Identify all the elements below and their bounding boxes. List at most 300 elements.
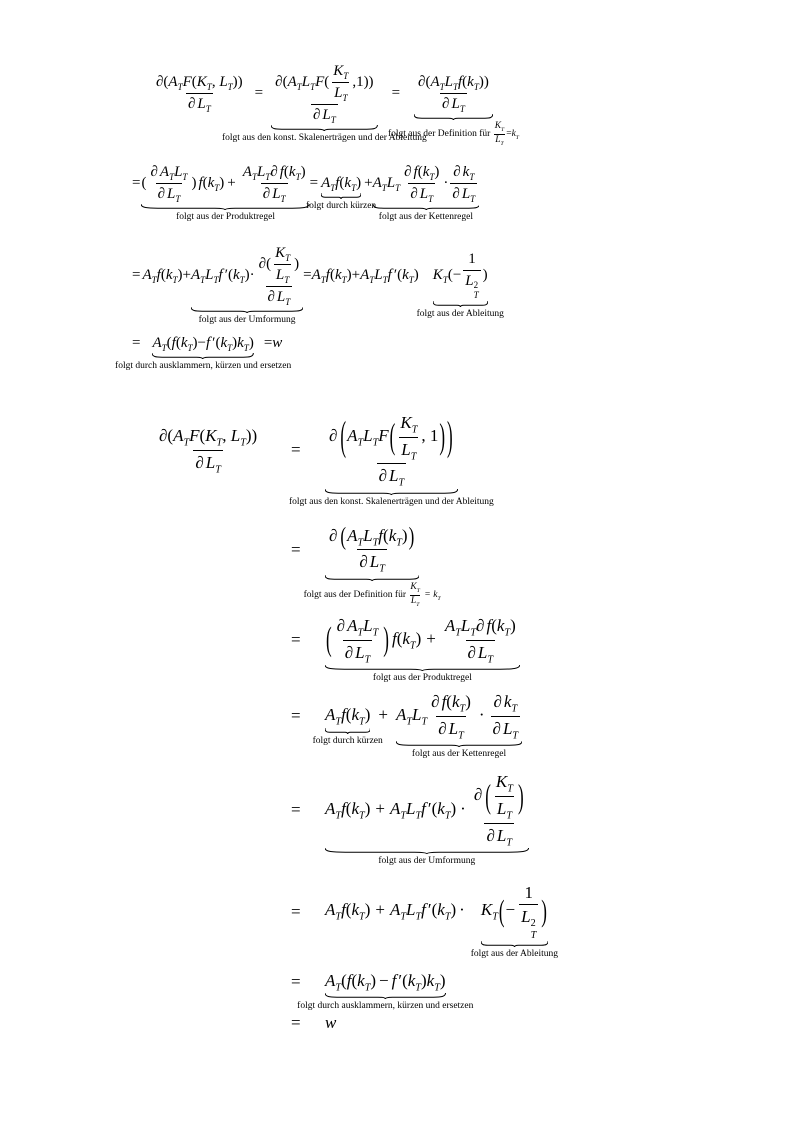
- math-fraction: [409, 582, 421, 608]
- math-text: )): [245, 426, 258, 446]
- math-text: folgt aus der Kettenregel: [378, 212, 473, 222]
- math-var: k: [462, 164, 470, 180]
- underbrace-glyph: [325, 848, 529, 854]
- big-bracket: ): [541, 893, 547, 928]
- math-var: L: [272, 186, 281, 202]
- math-var: ∂: [418, 74, 426, 90]
- underbrace-glyph: [325, 993, 446, 999]
- math-var: L: [363, 426, 373, 445]
- equation-row: [155, 970, 548, 1012]
- math-var: L: [460, 615, 471, 635]
- math-text: ): [465, 692, 471, 712]
- math-subscript: T: [410, 450, 417, 462]
- math-subscript: T: [400, 810, 407, 822]
- math-text: ,: [222, 426, 231, 446]
- math-subscript: T: [416, 587, 420, 594]
- math-var: L: [301, 73, 311, 90]
- math-text: =: [303, 266, 312, 283]
- equation-row: [155, 522, 548, 608]
- math-text: (: [345, 705, 352, 725]
- math-text: (: [266, 255, 272, 272]
- math-text: ): [364, 705, 371, 725]
- math-var: ∂: [442, 96, 450, 112]
- math-var: k: [388, 525, 397, 545]
- math-subscript: T: [364, 982, 371, 994]
- math-subscript: T: [439, 82, 445, 92]
- math-row: [493, 692, 518, 715]
- math-row: [486, 825, 512, 848]
- math-var: K: [400, 413, 412, 432]
- math-row: [158, 186, 181, 202]
- math-text: =: [132, 174, 141, 191]
- math-var: f: [198, 174, 203, 191]
- math-var: k: [344, 174, 352, 191]
- math-var: k: [220, 335, 228, 351]
- math-row: [199, 315, 296, 325]
- math-text: =: [424, 590, 431, 601]
- math-var: k: [422, 164, 430, 180]
- math-var: L: [496, 798, 507, 818]
- math-subscript: T: [470, 194, 476, 204]
- math-subscript: T: [408, 274, 414, 285]
- math-var: A: [389, 798, 401, 818]
- math-subscript: T: [227, 343, 233, 353]
- math-var: f: [441, 692, 447, 712]
- math-text: ′: [224, 266, 228, 283]
- underbrace-label: [373, 672, 472, 684]
- math-var: L: [256, 164, 266, 180]
- math-subscript: T: [343, 71, 349, 81]
- math-row: [325, 772, 529, 848]
- math-var: A: [311, 266, 321, 283]
- math-var: L: [521, 907, 531, 927]
- math-text: folgt durch kürzen: [306, 200, 377, 211]
- big-bracket: ): [439, 416, 446, 457]
- math-row: [325, 1013, 336, 1032]
- math-row: [432, 250, 488, 301]
- math-var: L: [205, 266, 214, 283]
- math-subscript: T: [415, 982, 421, 994]
- math-fraction: [443, 615, 518, 665]
- math-var: k: [232, 266, 240, 283]
- math-spacer: [485, 719, 489, 720]
- math-var: L: [334, 85, 343, 101]
- math-underbrace: [325, 771, 529, 867]
- math-subscript: T: [411, 424, 418, 436]
- math-text: −: [505, 900, 516, 920]
- math-var: A: [347, 426, 358, 445]
- math-subscript: T: [341, 274, 347, 285]
- math-var: ∂: [486, 825, 495, 845]
- math-text: folgt aus der Umformung: [198, 315, 296, 325]
- math-row: [336, 615, 379, 639]
- math-row: [325, 615, 520, 684]
- math-row: [411, 596, 419, 606]
- math-var: A: [347, 525, 358, 545]
- math-subscript: T: [437, 596, 441, 603]
- math-text: (: [141, 174, 147, 191]
- math-var: k: [180, 335, 188, 351]
- math-subscript: T: [200, 274, 206, 285]
- math-var: f: [391, 628, 397, 648]
- math-spacer: [422, 596, 425, 597]
- math-underbrace: [325, 615, 520, 684]
- math-spacer: [419, 278, 433, 279]
- math-subscript: T: [428, 194, 434, 204]
- math-var: L: [444, 74, 453, 90]
- math-subscript: T: [169, 172, 175, 182]
- math-var: L: [219, 74, 228, 90]
- math-var: k: [334, 266, 342, 283]
- math-text: folgt durch kürzen: [312, 735, 383, 746]
- math-subscript: T: [416, 601, 420, 608]
- math-subscript: T: [379, 563, 385, 575]
- math-subscript: T: [415, 810, 422, 822]
- math-text: ,: [211, 74, 220, 90]
- underbrace-glyph: [433, 301, 488, 307]
- math-text: (: [402, 970, 408, 990]
- math-subscript: T: [470, 627, 477, 639]
- underbrace-label: [222, 132, 427, 144]
- math-subscript: T: [342, 93, 348, 103]
- math-subscript: T: [507, 783, 513, 795]
- math-var: f: [156, 266, 161, 283]
- math-row: [312, 692, 522, 760]
- math-var: k: [426, 970, 435, 990]
- math-text: , 1: [421, 426, 439, 445]
- math-text: (: [351, 970, 358, 990]
- math-var: K: [205, 426, 217, 446]
- derivation-aligned: [155, 412, 559, 1033]
- math-var: L: [448, 718, 459, 738]
- math-row: [524, 883, 533, 902]
- math-var: f: [486, 615, 492, 635]
- math-subscript: T: [357, 537, 364, 549]
- math-text: ): [192, 335, 198, 351]
- math-subscript: T: [459, 104, 465, 114]
- math-subscript: T: [183, 437, 190, 449]
- math-row: [467, 642, 494, 665]
- math-subscript: T: [442, 274, 448, 285]
- equation-content: [297, 970, 474, 1012]
- math-subscript: T: [243, 343, 249, 353]
- underbrace-glyph: [321, 193, 361, 199]
- math-var: k: [237, 335, 244, 351]
- math-var: F: [189, 426, 200, 446]
- math-row: [452, 186, 475, 202]
- equation-content: [325, 1013, 336, 1033]
- math-var: k: [437, 798, 445, 818]
- math-row: [329, 413, 454, 462]
- math-subscript: T: [320, 274, 326, 285]
- math-var: L: [197, 96, 206, 112]
- math-text: (: [491, 615, 497, 635]
- math-text: ′: [212, 335, 216, 351]
- math-text: (: [227, 266, 233, 283]
- math-var: F: [182, 74, 192, 90]
- math-fraction: [472, 771, 527, 848]
- math-text: folgt aus der Produktregel: [176, 212, 275, 222]
- math-var: f: [421, 798, 426, 818]
- math-var: K: [432, 266, 443, 283]
- math-text: (: [160, 266, 166, 283]
- math-var: K: [333, 63, 344, 79]
- math-text: ): [232, 335, 238, 351]
- underbrace-label: [378, 855, 475, 867]
- equals-sign: =: [291, 630, 301, 650]
- math-var: f: [413, 164, 418, 180]
- math-row: [303, 581, 441, 608]
- math-text: +: [227, 174, 236, 191]
- math-row: [418, 74, 489, 90]
- math-var: k: [351, 705, 360, 725]
- math-var: ∂: [473, 785, 483, 805]
- math-subscript: T: [284, 275, 290, 285]
- math-subscript: T: [444, 911, 451, 923]
- math-text: ): [482, 266, 488, 283]
- math-var: L: [465, 272, 474, 289]
- underbrace-glyph: [191, 307, 303, 313]
- big-bracket: ): [447, 413, 453, 460]
- math-underbrace: [416, 250, 504, 320]
- big-bracket: (: [340, 413, 347, 460]
- math-row: [325, 772, 529, 867]
- math-row: [438, 718, 464, 742]
- math-text: (: [163, 74, 169, 90]
- math-row: [115, 361, 291, 371]
- math-row: [495, 135, 503, 145]
- math-var: ∂: [312, 107, 321, 123]
- math-row: [195, 452, 221, 476]
- underbrace-label: [412, 748, 506, 760]
- math-text: (: [215, 335, 221, 351]
- math-subscript: T: [372, 627, 379, 639]
- math-row: [222, 133, 427, 143]
- math-text: ·: [460, 798, 466, 818]
- math-row: [495, 772, 513, 795]
- math-row: [412, 749, 506, 759]
- math-row: [444, 615, 516, 639]
- underbrace-glyph: [414, 114, 493, 120]
- equals-sign: =: [291, 799, 301, 819]
- math-text: (: [324, 73, 330, 90]
- equation-row: [132, 163, 493, 222]
- math-text: =: [263, 335, 273, 351]
- math-row: [410, 582, 420, 592]
- math-row: [275, 245, 290, 261]
- underbrace-glyph: [373, 204, 480, 210]
- math-var: L: [386, 174, 396, 191]
- math-text: +: [378, 705, 388, 725]
- math-underbrace: [470, 882, 559, 959]
- math-var: f: [341, 705, 346, 725]
- underbrace-label: [417, 308, 504, 320]
- math-text: (: [199, 426, 206, 446]
- math-subscript: T: [506, 836, 512, 848]
- math-var: k: [407, 970, 416, 990]
- math-var: A: [325, 900, 336, 920]
- equation-content: [325, 615, 520, 684]
- math-var: L: [406, 798, 416, 818]
- math-var: ∂: [150, 164, 158, 180]
- math-var: L: [363, 525, 373, 545]
- math-text: folgt aus der Ableitung: [416, 309, 504, 320]
- math-subscript: T: [214, 182, 220, 193]
- math-text: (: [383, 525, 389, 545]
- math-text: ): [434, 164, 440, 180]
- underbrace-glyph: [396, 741, 522, 747]
- math-subscript: T: [335, 810, 342, 822]
- math-subscript: T: [504, 627, 511, 639]
- math-row: [152, 63, 519, 147]
- math-row: [480, 883, 548, 941]
- math-underbrace: [221, 62, 427, 143]
- math-subscript: T: [396, 537, 402, 549]
- math-text: (: [341, 970, 347, 990]
- math-var: L: [401, 439, 411, 459]
- underbrace-label: [297, 1000, 473, 1012]
- math-text: =: [132, 266, 141, 283]
- math-var: ∂: [476, 615, 485, 635]
- math-var: k: [511, 129, 516, 140]
- math-var: A: [159, 164, 170, 180]
- math-subscript: T: [487, 653, 494, 665]
- math-text: folgt durch ausklammern, kürzen und ersetzen: [297, 1001, 474, 1012]
- math-row: [321, 175, 361, 191]
- math-text: ·: [443, 174, 449, 191]
- math-subscript: T: [511, 703, 518, 715]
- math-subscript: T: [187, 343, 193, 353]
- derivation-compact: [115, 62, 519, 371]
- math-var: f: [171, 335, 176, 351]
- math-var: A: [360, 266, 370, 283]
- math-var: L: [369, 552, 380, 572]
- math-var: k: [496, 615, 505, 635]
- math-text: ): [191, 174, 197, 191]
- underbrace-glyph: [141, 204, 309, 210]
- underbrace-label: [306, 200, 376, 212]
- math-fraction: [331, 62, 350, 103]
- math-row: [289, 497, 494, 507]
- equation-row: [155, 691, 548, 760]
- underbrace-glyph: [325, 728, 370, 734]
- math-row: [379, 212, 473, 222]
- math-subscript: T: [409, 640, 416, 652]
- math-var: ∂: [378, 466, 387, 486]
- math-subscript: T: [285, 253, 291, 263]
- math-subsup: 2 T: [473, 280, 479, 301]
- equation-content: [288, 412, 494, 507]
- math-row: [442, 96, 465, 112]
- equation-row: [132, 244, 504, 325]
- math-fraction: [450, 163, 477, 204]
- math-subscript: T: [227, 82, 233, 92]
- math-text: +: [375, 798, 385, 818]
- math-var: k: [402, 628, 410, 648]
- math-text: folgt aus der Ableitung: [470, 948, 559, 959]
- math-text: (: [431, 798, 438, 818]
- math-underbrace: [312, 705, 383, 746]
- math-var: L: [205, 452, 216, 472]
- underbrace-label: [115, 360, 291, 372]
- math-var: f: [387, 266, 392, 283]
- math-var: A: [395, 705, 407, 725]
- math-row: [115, 335, 292, 371]
- math-var: L: [276, 289, 286, 305]
- math-row: [288, 413, 494, 507]
- math-subscript: T: [265, 172, 271, 182]
- math-var: A: [190, 266, 201, 283]
- equation-content: [325, 882, 559, 959]
- math-text: )): [232, 74, 243, 90]
- math-row: [465, 272, 479, 301]
- math-row: [401, 439, 417, 462]
- math-row: [453, 164, 474, 180]
- math-row: [297, 1001, 473, 1011]
- math-text: ): [401, 525, 408, 545]
- math-text: (: [462, 74, 468, 90]
- math-var: k: [351, 900, 360, 920]
- math-fraction: [398, 412, 419, 462]
- equation-row: [155, 882, 559, 959]
- math-var: K: [480, 900, 493, 920]
- math-subscript: T: [372, 537, 379, 549]
- math-var: f: [335, 174, 340, 191]
- math-row: [313, 736, 383, 746]
- math-spacer: [236, 186, 239, 187]
- equals-sign: =: [291, 539, 301, 559]
- math-row: [150, 164, 187, 180]
- math-var: L: [495, 134, 501, 145]
- math-text: +: [426, 628, 436, 648]
- math-row: [496, 798, 512, 822]
- math-subscript: T: [512, 730, 519, 742]
- math-subscript: T: [459, 703, 466, 715]
- math-subscript: T: [501, 126, 505, 133]
- math-underbrace: [115, 335, 292, 371]
- math-text: (−: [447, 266, 462, 283]
- math-text: ): [413, 266, 419, 283]
- math-subscript: T: [434, 982, 440, 994]
- big-bracket: (: [326, 620, 332, 659]
- math-subscript: T: [205, 104, 211, 114]
- math-text: =: [506, 129, 512, 140]
- math-var: k: [402, 266, 409, 283]
- math-text: (: [446, 692, 452, 712]
- math-row: [152, 335, 253, 351]
- math-fraction: [519, 882, 538, 941]
- math-spacer: [247, 96, 255, 97]
- underbrace-label: [471, 948, 558, 960]
- math-var: L: [275, 267, 285, 283]
- math-text: −: [197, 335, 206, 351]
- math-subscript: T: [515, 135, 519, 142]
- underbrace-label: [379, 211, 473, 223]
- big-bracket: (: [389, 416, 396, 457]
- math-var: A: [347, 615, 358, 635]
- math-row: [325, 970, 446, 994]
- math-var: A: [168, 74, 178, 90]
- math-var: L: [174, 164, 183, 180]
- math-subscript: T: [251, 172, 257, 182]
- big-bracket: ): [517, 777, 524, 816]
- math-row: [188, 96, 211, 112]
- math-subscript: T: [469, 172, 475, 182]
- math-fraction: [494, 771, 515, 821]
- math-fraction: [157, 425, 259, 475]
- math-text: (: [202, 174, 208, 191]
- math-text: =: [132, 335, 141, 351]
